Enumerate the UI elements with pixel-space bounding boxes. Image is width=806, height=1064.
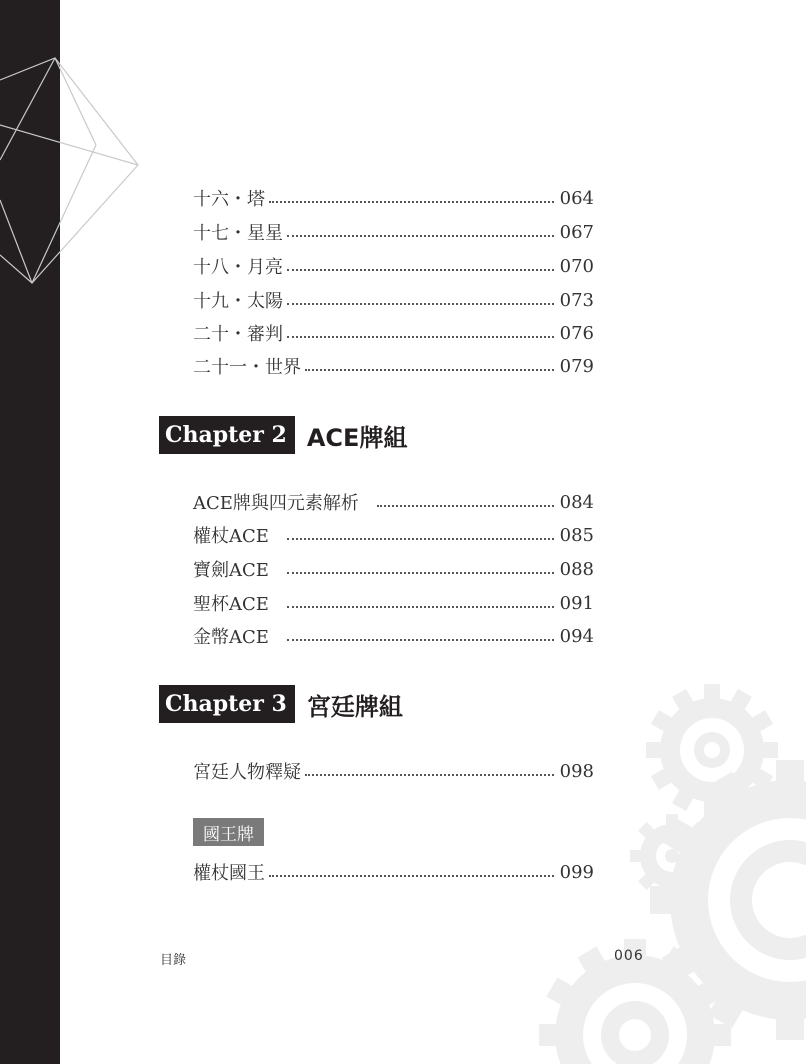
dot-leader: [287, 538, 554, 540]
toc-entry-page: 064: [559, 187, 594, 209]
toc-entry: [193, 858, 594, 886]
toc-entry: [193, 757, 594, 785]
chapter-title: ACE牌組: [306, 423, 408, 452]
toc-entry-page: 079: [559, 355, 594, 377]
toc-entry: [193, 184, 594, 212]
chapter-heading: [159, 685, 403, 723]
dot-leader: [269, 875, 554, 877]
chapter-title: 宮廷牌組: [306, 692, 403, 721]
chapter-badge: Chapter 2: [159, 416, 295, 454]
toc-entry: [193, 286, 594, 314]
toc-entry-page: 091: [559, 592, 594, 614]
toc-entry-label: 金幣ACE: [193, 627, 269, 648]
toc-entry-page: 070: [559, 255, 594, 277]
toc-entry: [193, 252, 594, 280]
dot-leader: [287, 639, 554, 641]
dot-leader: [287, 336, 554, 338]
dot-leader: [269, 201, 554, 203]
dot-leader: [287, 269, 554, 271]
toc-entry-label: 十七・星星: [193, 223, 283, 244]
toc-entry-label: 權杖ACE: [193, 526, 269, 547]
toc-entry-label: 二十・審判: [193, 324, 283, 345]
toc-entry: [193, 319, 594, 347]
toc-entry-label: 二十一・世界: [193, 357, 301, 378]
toc-entry-page: 098: [559, 760, 594, 782]
toc-entry-label: ACE牌與四元素解析: [193, 493, 359, 514]
toc-entry-label: 聖杯ACE: [193, 594, 269, 615]
toc-entry: [193, 218, 594, 246]
footer-page-number: 006: [614, 948, 644, 964]
toc-entry: [193, 555, 594, 583]
toc-entry-page: 076: [559, 322, 594, 344]
dot-leader: [287, 572, 554, 574]
subsection-label: 國王牌: [193, 818, 264, 846]
toc-entry-page: 099: [559, 861, 594, 883]
chapter-heading: [159, 416, 407, 454]
toc-entry-label: 十八・月亮: [193, 257, 283, 278]
dot-leader: [287, 303, 554, 305]
dot-leader: [287, 235, 554, 237]
toc-entry-label: 十六・塔: [193, 189, 265, 210]
toc-entry-page: 067: [559, 221, 594, 243]
toc-entry-page: 084: [559, 491, 594, 513]
dot-leader: [287, 606, 554, 608]
toc-entry-page: 088: [559, 558, 594, 580]
toc-entry-page: 085: [559, 524, 594, 546]
toc-entry: [193, 589, 594, 617]
toc-entry-label: 十九・太陽: [193, 291, 283, 312]
toc-entry-page: 094: [559, 625, 594, 647]
toc-entry: [193, 352, 594, 380]
toc-entry: [193, 488, 594, 516]
toc-entry: [193, 622, 594, 650]
toc-entry-label: 宮廷人物釋疑: [193, 762, 301, 783]
toc-entry-label: 權杖國王: [193, 863, 265, 884]
dot-leader: [377, 505, 554, 507]
footer-section-title: 目錄: [160, 953, 187, 968]
toc-entry-page: 073: [559, 289, 594, 311]
toc-entry-label: 寶劍ACE: [193, 560, 269, 581]
chapter-badge: Chapter 3: [159, 685, 295, 723]
toc-entry: [193, 521, 594, 549]
dot-leader: [305, 774, 554, 776]
dot-leader: [305, 369, 554, 371]
